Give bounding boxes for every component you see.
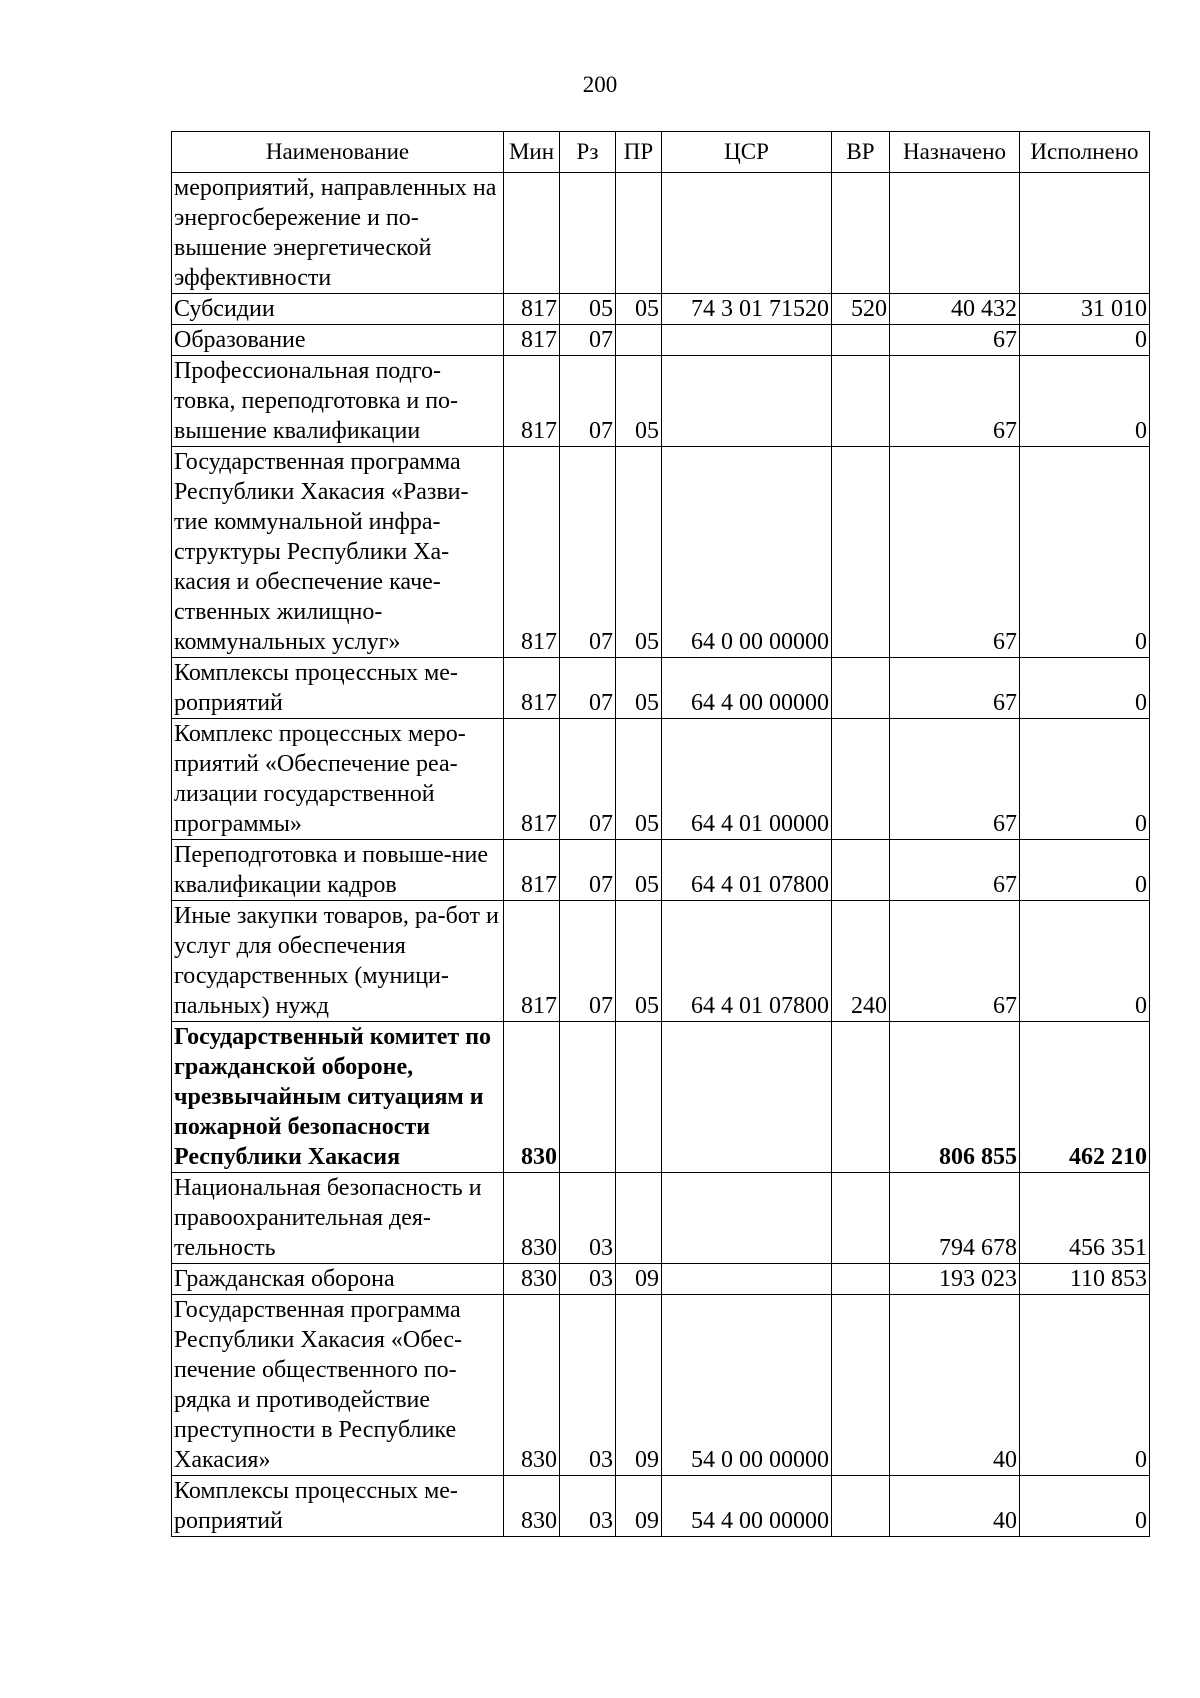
- cell-min: 817: [504, 658, 560, 719]
- cell-vr: [832, 356, 890, 447]
- header-executed: Исполнено: [1020, 132, 1150, 173]
- cell-rz: 03: [560, 1476, 616, 1537]
- cell-csr: 64 4 01 00000: [662, 719, 832, 840]
- cell-executed: 462 210: [1020, 1022, 1150, 1173]
- table-row: [172, 1264, 1150, 1295]
- budget-table: [171, 131, 1150, 1537]
- table-row: [172, 356, 1150, 447]
- cell-pr: 09: [616, 1476, 662, 1537]
- cell-min: 817: [504, 840, 560, 901]
- cell-rz: 07: [560, 719, 616, 840]
- cell-min: 817: [504, 325, 560, 356]
- header-assigned: Назначено: [890, 132, 1020, 173]
- cell-vr: [832, 1264, 890, 1295]
- table-row: [172, 1476, 1150, 1537]
- cell-pr: [616, 325, 662, 356]
- cell-vr: [832, 840, 890, 901]
- cell-min: [504, 173, 560, 294]
- cell-pr: [616, 173, 662, 294]
- cell-name: Образование: [172, 325, 504, 356]
- table-row: [172, 1173, 1150, 1264]
- cell-name: Субсидии: [172, 294, 504, 325]
- cell-assigned: 67: [890, 658, 1020, 719]
- cell-min: 817: [504, 719, 560, 840]
- cell-csr: 64 4 01 07800: [662, 901, 832, 1022]
- cell-executed: [1020, 173, 1150, 294]
- cell-rz: 05: [560, 294, 616, 325]
- table-row: [172, 658, 1150, 719]
- cell-name: Национальная безопасность и правоохранительная дея-тельность: [172, 1173, 504, 1264]
- cell-rz: [560, 1022, 616, 1173]
- cell-vr: [832, 1476, 890, 1537]
- cell-executed: 0: [1020, 840, 1150, 901]
- cell-assigned: 67: [890, 325, 1020, 356]
- cell-executed: 0: [1020, 325, 1150, 356]
- cell-executed: 0: [1020, 719, 1150, 840]
- cell-name: мероприятий, направленных на энергосбережение и по-вышение энергетической эффективности: [172, 173, 504, 294]
- cell-pr: 05: [616, 719, 662, 840]
- cell-csr: [662, 325, 832, 356]
- cell-assigned: 193 023: [890, 1264, 1020, 1295]
- cell-executed: 31 010: [1020, 294, 1150, 325]
- cell-rz: 03: [560, 1173, 616, 1264]
- cell-name: Иные закупки товаров, ра-бот и услуг для обеспечения государственных (муници-пальных) нужд: [172, 901, 504, 1022]
- table-row: [172, 1295, 1150, 1476]
- cell-rz: 07: [560, 447, 616, 658]
- cell-executed: 456 351: [1020, 1173, 1150, 1264]
- cell-executed: 0: [1020, 447, 1150, 658]
- cell-rz: 07: [560, 356, 616, 447]
- table-row: [172, 325, 1150, 356]
- cell-rz: 07: [560, 658, 616, 719]
- cell-executed: 0: [1020, 356, 1150, 447]
- cell-assigned: 67: [890, 840, 1020, 901]
- cell-name: Гражданская оборона: [172, 1264, 504, 1295]
- cell-vr: [832, 1295, 890, 1476]
- cell-name: Комплексы процессных ме-роприятий: [172, 658, 504, 719]
- cell-executed: 0: [1020, 901, 1150, 1022]
- cell-min: 830: [504, 1173, 560, 1264]
- cell-pr: 05: [616, 658, 662, 719]
- cell-assigned: [890, 173, 1020, 294]
- cell-vr: [832, 447, 890, 658]
- cell-csr: [662, 1264, 832, 1295]
- cell-rz: 03: [560, 1264, 616, 1295]
- cell-assigned: 40 432: [890, 294, 1020, 325]
- table-row: [172, 1022, 1150, 1173]
- header-row: [172, 132, 1150, 173]
- cell-csr: 74 3 01 71520: [662, 294, 832, 325]
- cell-csr: 64 4 01 07800: [662, 840, 832, 901]
- cell-pr: 05: [616, 840, 662, 901]
- cell-csr: [662, 356, 832, 447]
- cell-pr: 05: [616, 901, 662, 1022]
- table-row: [172, 294, 1150, 325]
- cell-min: 817: [504, 294, 560, 325]
- cell-name: Государственная программа Республики Хакасия «Обес-печение общественного по-рядка и противодействие преступности в Республике Хакасия»: [172, 1295, 504, 1476]
- cell-assigned: 67: [890, 719, 1020, 840]
- cell-vr: [832, 325, 890, 356]
- cell-pr: [616, 1022, 662, 1173]
- cell-min: 817: [504, 356, 560, 447]
- cell-pr: 05: [616, 356, 662, 447]
- cell-pr: 05: [616, 447, 662, 658]
- header-name: Наименование: [172, 132, 504, 173]
- cell-vr: [832, 658, 890, 719]
- table-row: [172, 901, 1150, 1022]
- cell-executed: 0: [1020, 1476, 1150, 1537]
- cell-rz: 03: [560, 1295, 616, 1476]
- cell-pr: 09: [616, 1264, 662, 1295]
- page-number: 200: [582, 72, 618, 97]
- cell-executed: 0: [1020, 1295, 1150, 1476]
- cell-rz: 07: [560, 325, 616, 356]
- table-row: [172, 173, 1150, 294]
- cell-csr: 64 0 00 00000: [662, 447, 832, 658]
- cell-rz: 07: [560, 840, 616, 901]
- table-row: [172, 840, 1150, 901]
- cell-name: Комплексы процессных ме-роприятий: [172, 1476, 504, 1537]
- cell-csr: [662, 1173, 832, 1264]
- cell-csr: 54 4 00 00000: [662, 1476, 832, 1537]
- cell-pr: [616, 1173, 662, 1264]
- header-csr: ЦСР: [662, 132, 832, 173]
- cell-min: 830: [504, 1476, 560, 1537]
- header-min: Мин: [504, 132, 560, 173]
- cell-csr: 64 4 00 00000: [662, 658, 832, 719]
- cell-vr: 240: [832, 901, 890, 1022]
- table-row: [172, 447, 1150, 658]
- cell-assigned: 67: [890, 447, 1020, 658]
- cell-min: 817: [504, 447, 560, 658]
- cell-assigned: 67: [890, 901, 1020, 1022]
- table-body: [172, 173, 1150, 1537]
- cell-name: Комплекс процессных меро-приятий «Обеспечение реа-лизации государственной программы»: [172, 719, 504, 840]
- cell-assigned: 794 678: [890, 1173, 1020, 1264]
- cell-assigned: 806 855: [890, 1022, 1020, 1173]
- cell-name: Государственный комитет по гражданской обороне, чрезвычайным ситуациям и пожарной безопасности Республики Хакасия: [172, 1022, 504, 1173]
- cell-rz: [560, 173, 616, 294]
- cell-assigned: 40: [890, 1295, 1020, 1476]
- cell-vr: 520: [832, 294, 890, 325]
- cell-csr: 54 0 00 00000: [662, 1295, 832, 1476]
- cell-assigned: 40: [890, 1476, 1020, 1537]
- cell-vr: [832, 1022, 890, 1173]
- cell-name: Профессиональная подго-товка, переподготовка и по-вышение квалификации: [172, 356, 504, 447]
- cell-min: 830: [504, 1295, 560, 1476]
- cell-assigned: 67: [890, 356, 1020, 447]
- cell-vr: [832, 719, 890, 840]
- cell-vr: [832, 1173, 890, 1264]
- header-rz: Рз: [560, 132, 616, 173]
- header-pr: ПР: [616, 132, 662, 173]
- cell-csr: [662, 173, 832, 294]
- cell-min: 817: [504, 901, 560, 1022]
- cell-name: Переподготовка и повыше-ние квалификации кадров: [172, 840, 504, 901]
- cell-pr: 05: [616, 294, 662, 325]
- cell-executed: 0: [1020, 658, 1150, 719]
- table-row: [172, 719, 1150, 840]
- cell-min: 830: [504, 1264, 560, 1295]
- cell-pr: 09: [616, 1295, 662, 1476]
- cell-min: 830: [504, 1022, 560, 1173]
- cell-vr: [832, 173, 890, 294]
- cell-csr: [662, 1022, 832, 1173]
- cell-executed: 110 853: [1020, 1264, 1150, 1295]
- cell-rz: 07: [560, 901, 616, 1022]
- cell-name: Государственная программа Республики Хакасия «Разви-тие коммунальной инфра-структуры Республики Ха-касия и обеспечение каче-ственных жилищно-коммунальных услуг»: [172, 447, 504, 658]
- header-vr: ВР: [832, 132, 890, 173]
